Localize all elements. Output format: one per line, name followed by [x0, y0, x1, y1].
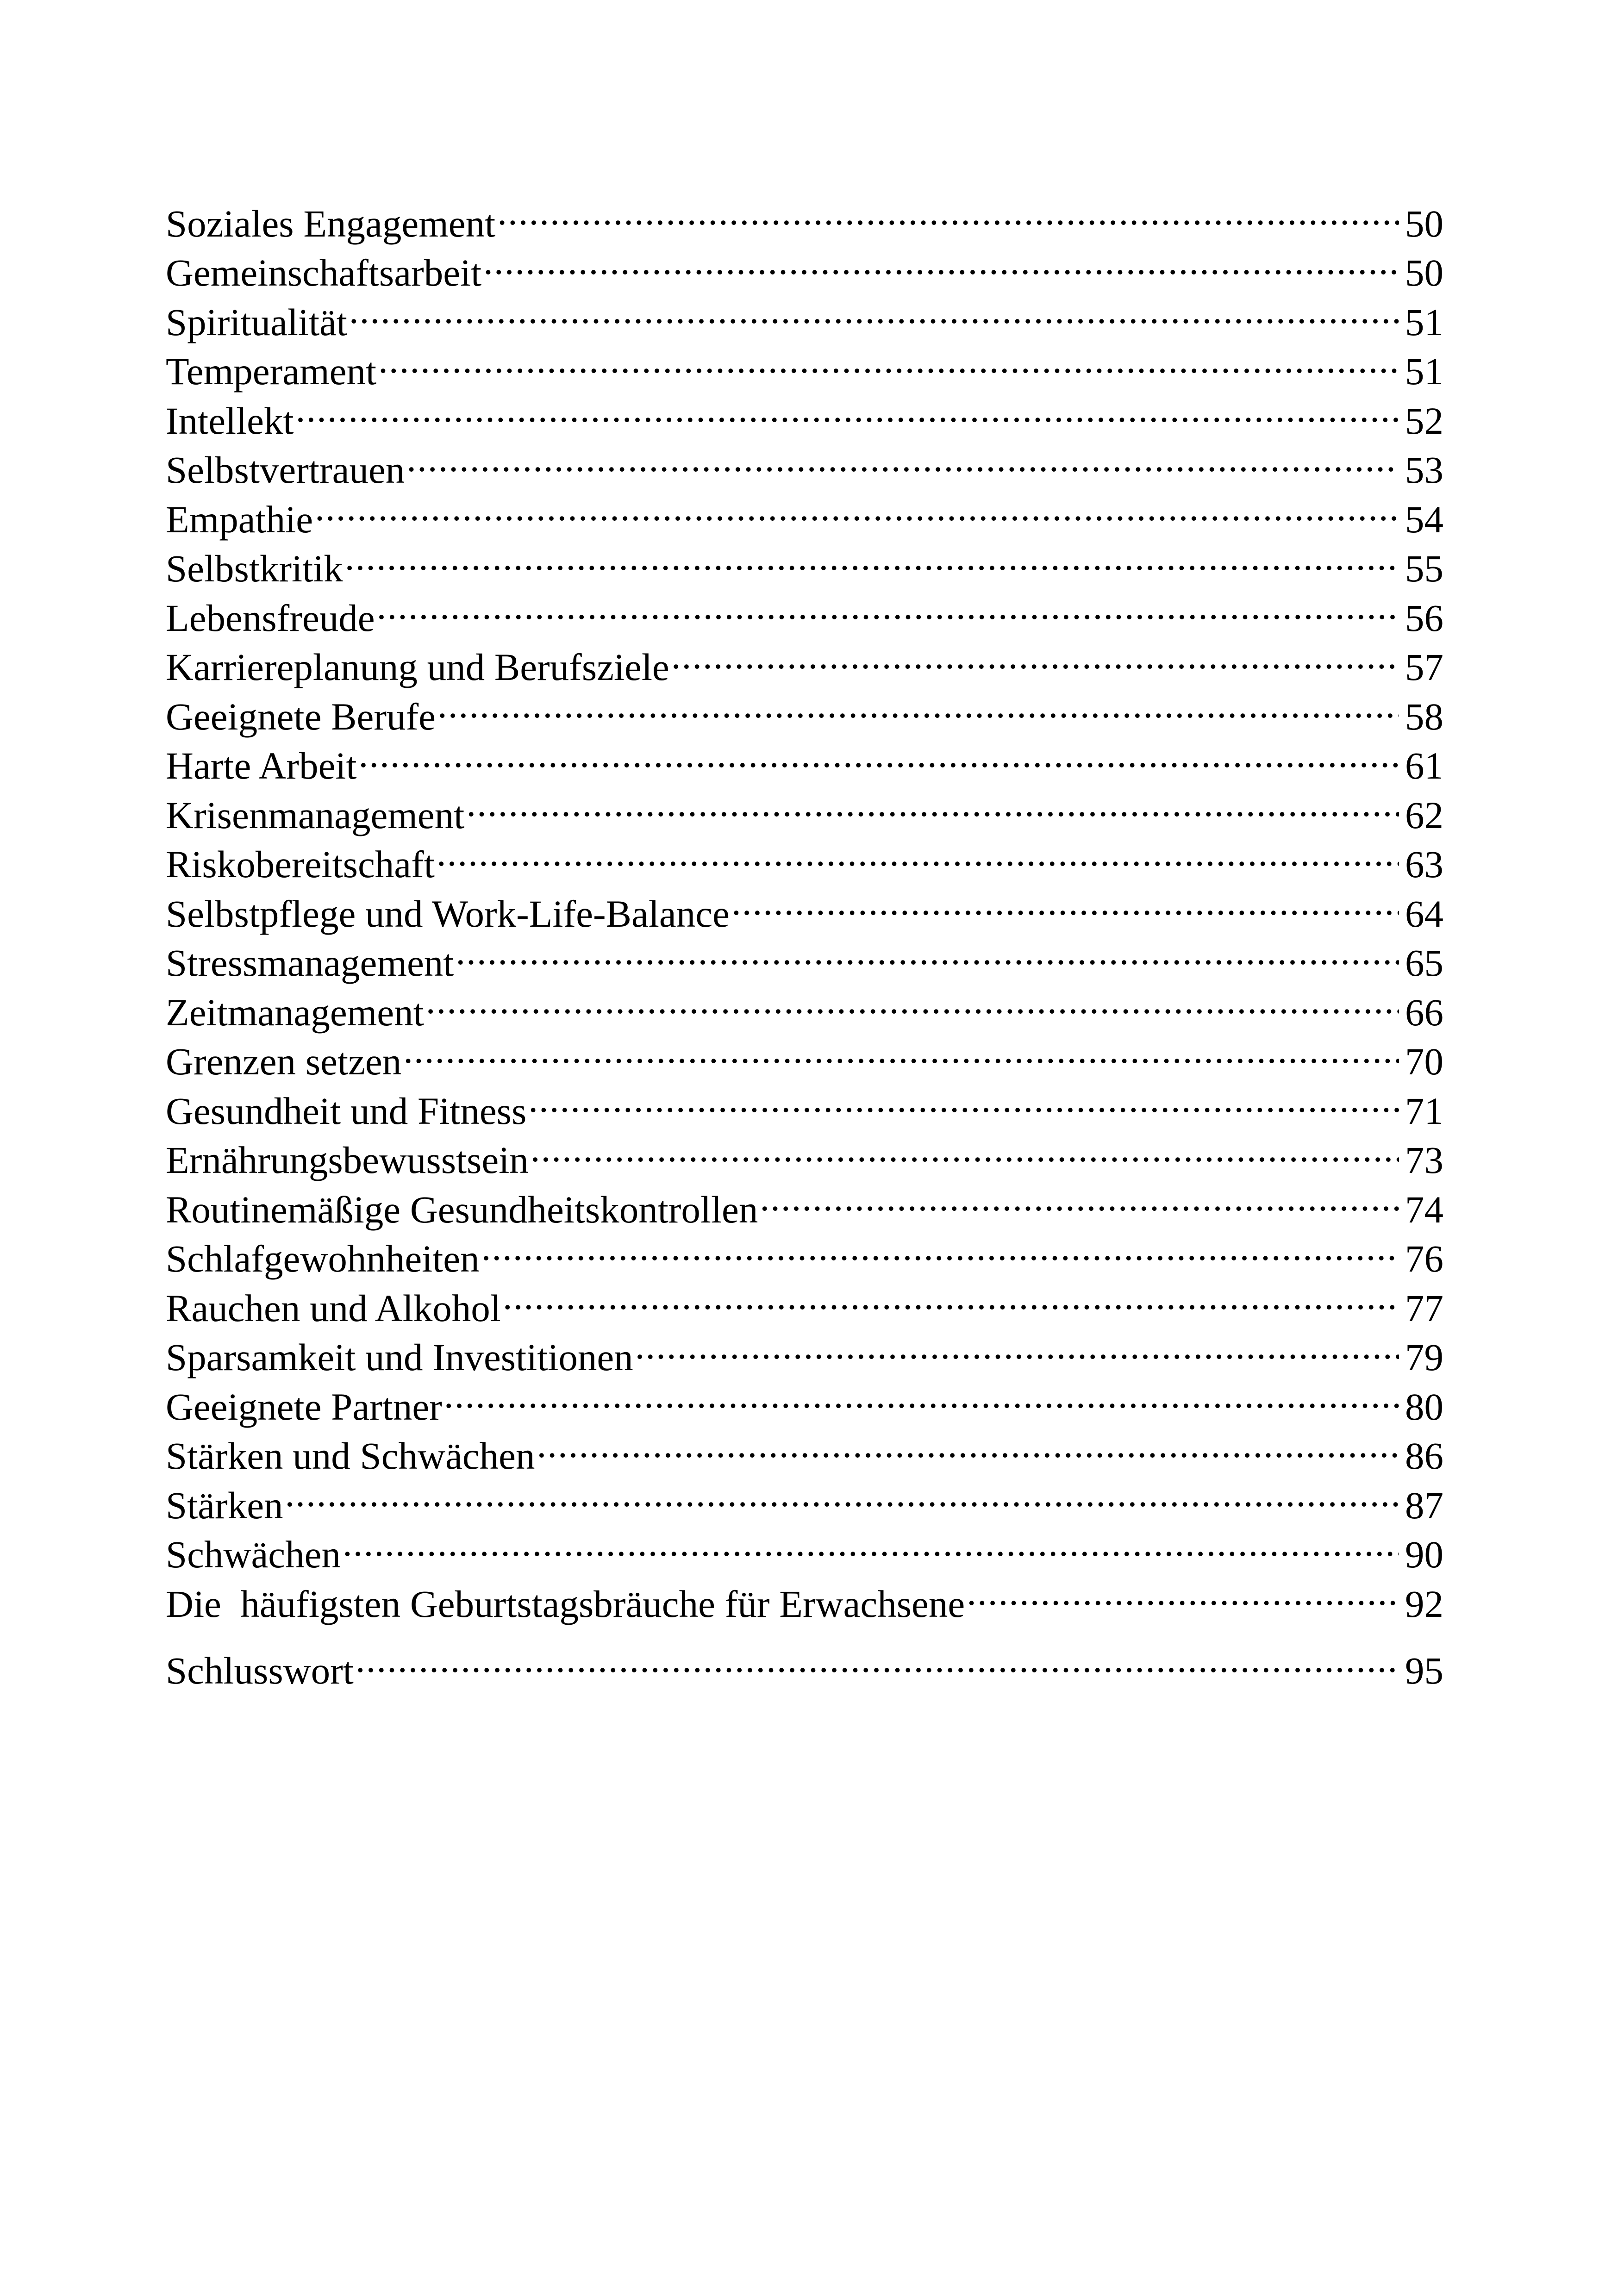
- toc-entry-title: Grenzen setzen: [166, 1040, 402, 1083]
- toc-dot-leader: [444, 1370, 1399, 1420]
- toc-dot-leader: [456, 927, 1399, 976]
- toc-dot-leader: [378, 335, 1399, 385]
- toc-entry-page: 87: [1405, 1484, 1443, 1527]
- toc-entry-page: 76: [1405, 1237, 1443, 1280]
- toc-entry-page: 54: [1405, 498, 1443, 541]
- toc-entry-page: 70: [1405, 1040, 1443, 1083]
- toc-dot-leader: [760, 1173, 1399, 1222]
- toc-entry-title: Geeignete Berufe: [166, 695, 436, 738]
- toc-entry-title: Geeignete Partner: [166, 1385, 442, 1428]
- toc-entry-title: Soziales Engagement: [166, 202, 496, 245]
- toc-entry-title: Lebensfreude: [166, 596, 375, 639]
- toc-entry-selbstvertrauen: [166, 434, 1443, 491]
- toc-entry-title: Selbstpflege und Work-Life-Balance: [166, 892, 730, 935]
- toc-entry-title: Gemeinschaftsarbeit: [166, 251, 482, 294]
- toc-entry-title: Intellekt: [166, 399, 294, 442]
- toc-entry-page: 51: [1405, 300, 1443, 343]
- toc-entry-schwaechen: [166, 1518, 1443, 1576]
- toc-dot-leader: [503, 1272, 1399, 1321]
- toc-entry-empathie: [166, 483, 1443, 541]
- toc-entry-title: Routinemäßige Gesundheitskontrollen: [166, 1188, 758, 1231]
- toc-entry-intellekt: [166, 384, 1443, 442]
- toc-entry-page: 71: [1405, 1089, 1443, 1132]
- toc-entry-page: 58: [1405, 695, 1443, 738]
- toc-entry-page: 66: [1405, 991, 1443, 1034]
- toc-entry-page: 62: [1405, 793, 1443, 836]
- toc-entry-page: 51: [1405, 350, 1443, 393]
- toc-dot-leader: [296, 384, 1399, 434]
- toc-entry-page: 80: [1405, 1385, 1443, 1428]
- toc-entry-page: 52: [1405, 399, 1443, 442]
- toc-entry-page: 77: [1405, 1286, 1443, 1329]
- toc-entry-title: Die häufigsten Geburtstagsbräuche für Erwachsene: [166, 1582, 965, 1625]
- toc-entry-title: Stressmanagement: [166, 942, 454, 984]
- toc-entry-schlusswort: [166, 1634, 1443, 1692]
- toc-entry-staerken: [166, 1469, 1443, 1527]
- toc-dot-leader: [967, 1567, 1399, 1617]
- toc-dot-leader: [315, 483, 1399, 532]
- toc-entry-title: Harte Arbeit: [166, 744, 357, 787]
- toc-entry-title: Empathie: [166, 498, 313, 541]
- toc-entry-page: 56: [1405, 596, 1443, 639]
- toc-entry-page: 57: [1405, 646, 1443, 688]
- toc-entry-title: Sparsamkeit und Investitionen: [166, 1336, 633, 1378]
- toc-dot-leader: [671, 631, 1399, 680]
- toc-dot-leader: [359, 730, 1399, 779]
- toc-dot-leader: [349, 286, 1399, 335]
- toc-entry-page: 53: [1405, 449, 1443, 491]
- toc-dot-leader: [497, 187, 1399, 237]
- toc-dot-leader: [731, 877, 1399, 927]
- toc-entry-title: Schlafgewohnheiten: [166, 1237, 480, 1280]
- toc-entry-title: Spiritualität: [166, 300, 347, 343]
- toc-entry-page: 65: [1405, 942, 1443, 984]
- toc-dot-leader: [356, 1634, 1399, 1684]
- toc-dot-leader: [406, 434, 1399, 483]
- toc-entry-title: Rauchen und Alkohol: [166, 1286, 501, 1329]
- toc-dot-leader: [635, 1321, 1399, 1371]
- toc-entry-title: Krisenmanagement: [166, 793, 465, 836]
- toc-dot-leader: [426, 976, 1399, 1025]
- toc-entry-page: 95: [1405, 1649, 1443, 1692]
- toc-dot-leader: [537, 1420, 1399, 1469]
- toc-entry-page: 55: [1405, 547, 1443, 590]
- toc-entry-temperament: [166, 335, 1443, 393]
- toc-entry-krisenmanagement: [166, 779, 1443, 836]
- toc-dot-leader: [531, 1124, 1399, 1173]
- toc-dot-leader: [343, 1518, 1399, 1568]
- toc-entry-selbstkritik: [166, 532, 1443, 590]
- toc-entry-title: Temperament: [166, 350, 377, 393]
- toc-entry-lebensfreude: [166, 581, 1443, 639]
- toc-entry-page: 50: [1405, 202, 1443, 245]
- toc-entry-page: 90: [1405, 1533, 1443, 1576]
- table-of-contents: [166, 187, 1443, 1692]
- toc-entry-title: Zeitmanagement: [166, 991, 424, 1034]
- toc-entry-title: Selbstkritik: [166, 547, 343, 590]
- toc-dot-leader: [437, 680, 1399, 730]
- toc-entry-geburtstagsbraeuche: [166, 1567, 1443, 1625]
- toc-entry-title: Schlusswort: [166, 1649, 354, 1692]
- toc-entry-page: 61: [1405, 744, 1443, 787]
- toc-dot-leader: [403, 1025, 1399, 1075]
- toc-dot-leader: [377, 581, 1399, 631]
- toc-entry-page: 74: [1405, 1188, 1443, 1231]
- toc-dot-leader: [481, 1222, 1399, 1272]
- toc-dot-leader: [466, 779, 1399, 828]
- toc-dot-leader: [483, 237, 1399, 286]
- toc-entry-page: 63: [1405, 843, 1443, 886]
- toc-entry-title: Riskobereitschaft: [166, 843, 435, 886]
- toc-dot-leader: [528, 1074, 1399, 1124]
- toc-dot-leader: [285, 1469, 1399, 1518]
- toc-entry-title: Stärken und Schwächen: [166, 1434, 535, 1477]
- toc-entry-page: 86: [1405, 1434, 1443, 1477]
- toc-entry-title: Selbstvertrauen: [166, 449, 405, 491]
- toc-entry-title: Karriereplanung und Berufsziele: [166, 646, 669, 688]
- toc-dot-leader: [345, 532, 1399, 582]
- toc-entry-title: Schwächen: [166, 1533, 341, 1576]
- toc-entry-page: 92: [1405, 1582, 1443, 1625]
- toc-dot-leader: [437, 828, 1399, 878]
- toc-entry-page: 73: [1405, 1139, 1443, 1181]
- toc-entry-title: Stärken: [166, 1484, 283, 1527]
- toc-entry-title: Ernährungsbewusstsein: [166, 1139, 529, 1181]
- toc-entry-page: 64: [1405, 892, 1443, 935]
- toc-entry-page: 79: [1405, 1336, 1443, 1378]
- toc-entry-title: Gesundheit und Fitness: [166, 1089, 527, 1132]
- toc-entry-page: 50: [1405, 251, 1443, 294]
- toc-entry-spiritualitaet: [166, 286, 1443, 343]
- toc-entry-soziales-engagement: [166, 187, 1443, 245]
